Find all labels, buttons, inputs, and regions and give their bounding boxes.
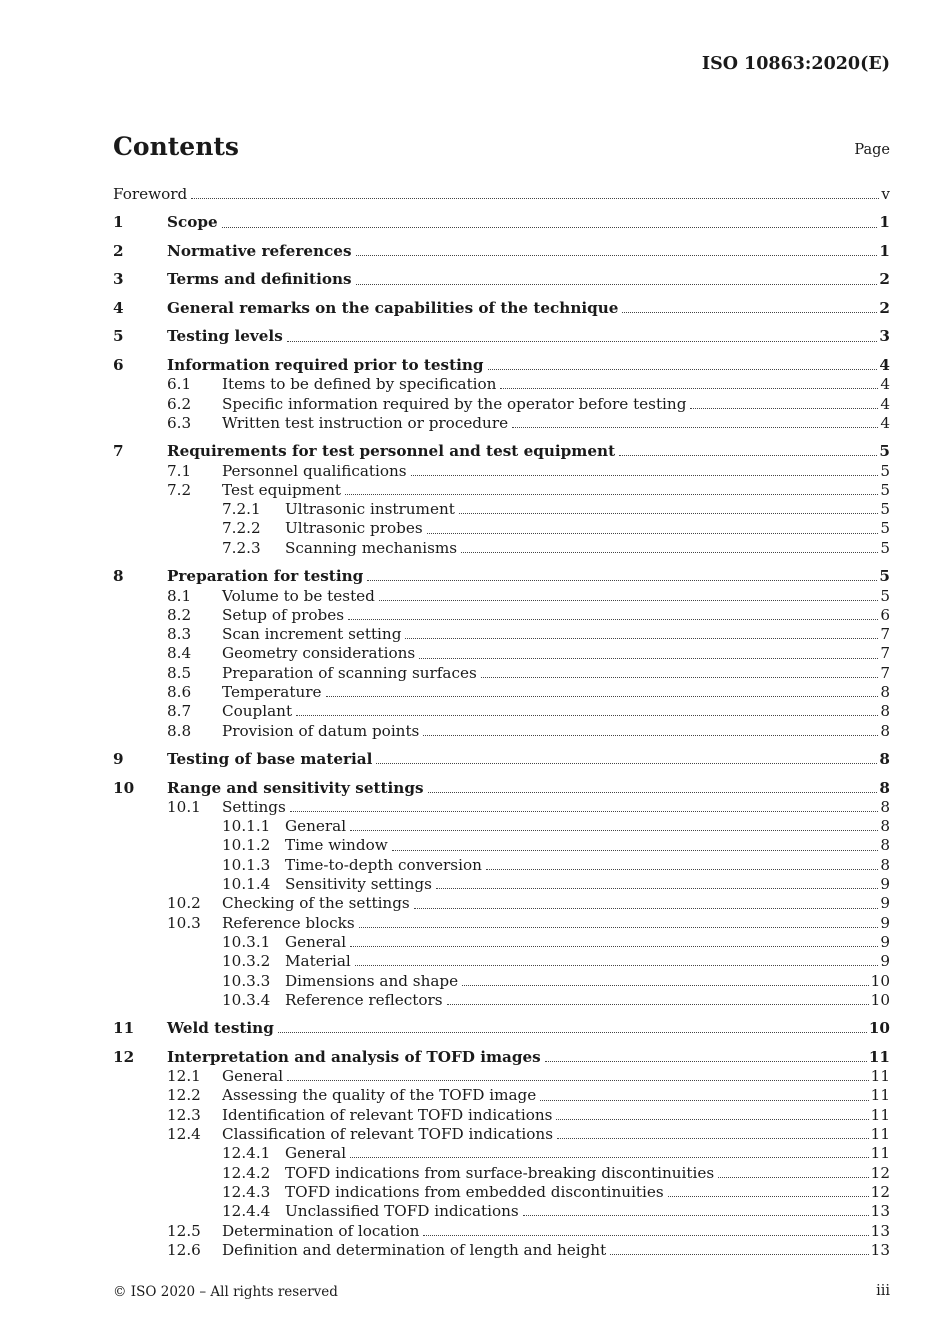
toc-entry-page: 4 (880, 413, 890, 432)
toc-entry-page: 9 (880, 952, 890, 971)
dot-leader (345, 494, 878, 495)
toc-entry-page: 11 (870, 1086, 890, 1105)
toc-entry-title: Assessing the quality of the TOFD image (222, 1086, 537, 1105)
toc-entry[interactable]: 7.2.3 Scanning mechanisms 5 (222, 538, 890, 557)
toc-entry-page: 7 (880, 644, 890, 663)
toc-entry-page: 11 (870, 1144, 890, 1163)
toc-entry-page: 9 (880, 875, 890, 894)
toc-entry[interactable]: 12.4.3 TOFD indications from embedded discontinuities 12 (222, 1182, 890, 1201)
toc-entry-page: 12 (870, 1182, 890, 1201)
dot-leader (222, 227, 878, 228)
toc-entry-page: 11 (870, 1125, 890, 1144)
table-of-contents (113, 185, 890, 1260)
toc-entry-title: Written test instruction or procedure (222, 413, 509, 432)
toc-entry-title: Unclassified TOFD indications (285, 1202, 519, 1221)
toc-entry-title: Preparation for testing (167, 567, 364, 586)
dot-leader (367, 580, 877, 581)
toc-entry[interactable]: 8.3 Scan increment setting 7 (167, 625, 890, 644)
dot-leader (356, 255, 878, 256)
toc-entry-title: General (222, 1067, 284, 1086)
toc-entry[interactable] (113, 185, 890, 204)
toc-entry-title: Weld testing (167, 1019, 274, 1038)
toc-entry[interactable]: 12.3 Identification of relevant TOFD indications 11 (167, 1105, 890, 1124)
dot-leader (423, 735, 878, 736)
toc-entry-title: Couplant (222, 702, 293, 721)
toc-entry-page: 13 (870, 1202, 890, 1221)
toc-entry[interactable]: 11 Weld testing 10 (113, 1019, 890, 1038)
toc-entry-title: Specific information required by the operator before testing (222, 394, 687, 413)
toc-entry-title: Scan increment setting (222, 625, 402, 644)
toc-entry[interactable]: 10.2 Checking of the settings 9 (167, 894, 890, 913)
toc-entry[interactable]: 12.4.4 Unclassified TOFD indications 13 (222, 1202, 890, 1221)
toc-entry-title: Classification of relevant TOFD indications (222, 1125, 553, 1144)
dot-leader (545, 1061, 867, 1062)
toc-entry-title: TOFD indications from embedded discontinuities (285, 1182, 664, 1201)
toc-entry-page: 5 (880, 480, 890, 499)
toc-entry-page: 9 (880, 894, 890, 913)
dot-leader (287, 1080, 869, 1081)
toc-entry-title: Time-to-depth conversion (285, 855, 482, 874)
toc-entry-page: 5 (880, 519, 890, 538)
toc-entry-title: Time window (285, 836, 388, 855)
dot-leader (350, 830, 878, 831)
dot-leader (296, 715, 878, 716)
toc-entry[interactable]: 8.4 Geometry considerations 7 (167, 644, 890, 663)
page-column-label: Page (854, 142, 890, 158)
toc-entry-title: Personnel qualifications (222, 461, 407, 480)
toc-entry[interactable]: 10.1.2 Time window 8 (222, 836, 890, 855)
page-number: iii (876, 1283, 890, 1299)
toc-entry[interactable]: 8.8 Provision of datum points 8 (167, 721, 890, 740)
dot-leader (350, 946, 878, 947)
dot-leader (523, 1215, 869, 1216)
toc-entry[interactable]: 3 Terms and definitions 2 (113, 270, 890, 289)
toc-entry[interactable]: 7.2.2 Ultrasonic probes 5 (222, 519, 890, 538)
toc-entry[interactable]: 10.1 Settings 8 (167, 797, 890, 816)
dot-leader (278, 1032, 867, 1033)
toc-entry[interactable]: 1 Scope 1 (113, 213, 890, 232)
toc-entry-title: Scope (167, 213, 218, 232)
toc-entry-title: Identification of relevant TOFD indications (222, 1105, 553, 1124)
dot-leader (718, 1177, 869, 1178)
toc-entry-page: 5 (880, 500, 890, 519)
toc-entry-page: 7 (880, 663, 890, 682)
toc-entry-page: 9 (880, 913, 890, 932)
toc-entry-title: Information required prior to testing (167, 355, 484, 374)
toc-entry-page: v (881, 185, 890, 203)
toc-entry[interactable]: 8.1 Volume to be tested 5 (167, 586, 890, 605)
toc-entry-title: Sensitivity settings (285, 875, 432, 894)
dot-leader (500, 388, 878, 389)
document-id: ISO 10863:2020(E) (701, 54, 890, 74)
dot-leader (462, 985, 869, 986)
toc-entry-page: 8 (880, 836, 890, 855)
toc-entry[interactable]: 7.1 Personnel qualifications 5 (167, 461, 890, 480)
toc-entry-page: 13 (870, 1240, 890, 1259)
toc-entry-title: Material (285, 952, 351, 971)
toc-entry-title: Range and sensitivity settings (167, 778, 424, 797)
dot-leader (355, 965, 879, 966)
toc-entry-page: 5 (880, 461, 890, 480)
toc-entry-page: 11 (868, 1047, 890, 1066)
toc-entry-page: 9 (880, 932, 890, 951)
toc-entry[interactable]: 10.3 Reference blocks 9 (167, 913, 890, 932)
dot-leader (459, 513, 878, 514)
toc-entry[interactable]: 2 Normative references 1 (113, 241, 890, 260)
toc-entry-page: 5 (879, 442, 890, 461)
toc-entry-title: Ultrasonic instrument (285, 500, 455, 519)
toc-entry-page: 1 (879, 241, 890, 260)
toc-entry-page: 8 (880, 683, 890, 702)
dot-leader (610, 1254, 868, 1255)
toc-entry[interactable]: 8.2 Setup of probes 6 (167, 605, 890, 624)
toc-entry-title: Normative references (167, 241, 352, 260)
dot-leader (423, 1235, 868, 1236)
toc-entry[interactable]: 10 Range and sensitivity settings 8 (113, 778, 890, 797)
toc-entry[interactable]: 10.3.2 Material 9 (222, 952, 890, 971)
toc-entry-page: 7 (880, 625, 890, 644)
toc-entry-title: Testing levels (167, 327, 283, 346)
toc-entry-title: General (285, 1144, 347, 1163)
toc-entry[interactable]: 4 General remarks on the capabilities of the technique 2 (113, 298, 890, 317)
dot-leader (405, 638, 878, 639)
toc-entry-title: Volume to be tested (222, 586, 375, 605)
toc-entry[interactable]: 12.4.1 General 11 (222, 1144, 890, 1163)
dot-leader (486, 869, 878, 870)
toc-entry-title: Requirements for test personnel and test equipment (167, 442, 616, 461)
toc-entry-page: 1 (879, 213, 890, 232)
dot-leader (668, 1196, 869, 1197)
toc-entry-page: 12 (870, 1163, 890, 1182)
toc-entry-title: Preparation of scanning surfaces (222, 663, 477, 682)
toc-entry[interactable]: 10.3.4 Reference reflectors 10 (222, 990, 890, 1009)
toc-entry[interactable]: 6.1 Items to be defined by specification 4 (167, 375, 890, 394)
dot-leader (414, 908, 879, 909)
toc-entry-title: Test equipment (222, 480, 342, 499)
dot-leader (427, 533, 879, 534)
dot-leader (619, 455, 877, 456)
dot-leader (419, 658, 878, 659)
contents-heading: Contents (113, 132, 240, 161)
toc-entry-title: Interpretation and analysis of TOFD images (167, 1047, 541, 1066)
dot-leader (359, 927, 879, 928)
toc-entry[interactable]: 6.3 Written test instruction or procedure 4 (167, 413, 890, 432)
toc-entry-page: 4 (880, 394, 890, 413)
toc-entry[interactable]: 8.5 Preparation of scanning surfaces 7 (167, 663, 890, 682)
dot-leader (290, 811, 879, 812)
toc-entry-title: Foreword (113, 185, 188, 203)
toc-entry-title: Provision of datum points (222, 721, 420, 740)
dot-leader (461, 552, 878, 553)
toc-entry-title: Dimensions and shape (285, 971, 459, 990)
dot-leader (622, 312, 877, 313)
dot-leader (512, 427, 878, 428)
toc-entry-title: Determination of location (222, 1221, 420, 1240)
toc-entry-page: 8 (879, 778, 890, 797)
dot-leader (326, 696, 879, 697)
toc-entry[interactable]: 12.5 Determination of location 13 (167, 1221, 890, 1240)
toc-entry[interactable]: 7.2.1 Ultrasonic instrument 5 (222, 500, 890, 519)
toc-entry-title: Temperature (222, 683, 322, 702)
toc-entry[interactable]: 10.1.4 Sensitivity settings 9 (222, 875, 890, 894)
toc-entry-page: 8 (880, 817, 890, 836)
dot-leader (350, 1157, 869, 1158)
toc-entry[interactable]: 10.1.1 General 8 (222, 817, 890, 836)
dot-leader (379, 600, 878, 601)
toc-entry[interactable]: 12 Interpretation and analysis of TOFD images 11 (113, 1047, 890, 1066)
toc-entry-title: General remarks on the capabilities of the technique (167, 298, 619, 317)
toc-entry-page: 8 (880, 797, 890, 816)
toc-entry-page: 4 (880, 375, 890, 394)
toc-entry[interactable]: 6.2 Specific information required by the operator before testing 4 (167, 394, 890, 413)
dot-leader (348, 619, 878, 620)
toc-entry-title: TOFD indications from surface-breaking discontinuities (285, 1163, 715, 1182)
toc-entry-page: 11 (870, 1067, 890, 1086)
dot-leader (690, 408, 878, 409)
dot-leader (376, 763, 877, 764)
dot-leader (356, 284, 878, 285)
toc-entry[interactable]: 10.3.3 Dimensions and shape 10 (222, 971, 890, 990)
toc-entry-page: 5 (880, 538, 890, 557)
dot-leader (556, 1119, 868, 1120)
toc-entry-page: 2 (879, 298, 890, 317)
toc-entry-page: 3 (879, 327, 890, 346)
toc-entry-page: 10 (868, 1019, 890, 1038)
toc-entry-page: 8 (880, 721, 890, 740)
toc-entry-page: 2 (879, 270, 890, 289)
dot-leader (436, 888, 878, 889)
toc-entry-title: Scanning mechanisms (285, 538, 458, 557)
toc-entry[interactable]: 12.2 Assessing the quality of the TOFD image 11 (167, 1086, 890, 1105)
toc-entry[interactable]: 8 Preparation for testing 5 (113, 567, 890, 586)
toc-entry[interactable]: 12.6 Definition and determination of length and height 13 (167, 1240, 890, 1259)
toc-entry-title: Setup of probes (222, 605, 345, 624)
toc-entry-title: Checking of the settings (222, 894, 410, 913)
dot-leader (447, 1004, 869, 1005)
toc-entry-title: Reference blocks (222, 913, 355, 932)
toc-entry-title: Definition and determination of length and height (222, 1240, 607, 1259)
toc-entry-page: 10 (870, 971, 890, 990)
toc-entry-page: 8 (880, 702, 890, 721)
dot-leader (287, 341, 878, 342)
toc-entry-page: 13 (870, 1221, 890, 1240)
toc-entry-page: 8 (880, 855, 890, 874)
dot-leader (481, 677, 879, 678)
dot-leader (392, 850, 879, 851)
toc-entry-page: 11 (870, 1105, 890, 1124)
toc-entry-page: 8 (879, 750, 890, 769)
toc-entry-page: 5 (880, 586, 890, 605)
toc-entry[interactable]: 12.1 General 11 (167, 1067, 890, 1086)
toc-entry[interactable]: 7 Requirements for test personnel and test equipment 5 (113, 442, 890, 461)
toc-entry[interactable]: 5 Testing levels 3 (113, 327, 890, 346)
toc-entry[interactable]: 12.4.2 TOFD indications from surface-breaking discontinuities 12 (222, 1163, 890, 1182)
dot-leader (557, 1138, 869, 1139)
dot-leader (411, 475, 879, 476)
dot-leader (191, 198, 879, 199)
toc-entry-title: Settings (222, 797, 286, 816)
toc-entry-title: Testing of base material (167, 750, 373, 769)
toc-entry-title: Geometry considerations (222, 644, 416, 663)
dot-leader (540, 1100, 868, 1101)
dot-leader (428, 792, 878, 793)
toc-entry-page: 5 (879, 567, 890, 586)
toc-entry[interactable]: 7.2 Test equipment 5 (167, 480, 890, 499)
toc-entry-title: Reference reflectors (285, 990, 443, 1009)
copyright-notice: © ISO 2020 – All rights reserved (113, 1284, 338, 1300)
toc-entry-page: 10 (870, 990, 890, 1009)
toc-entry-title: Ultrasonic probes (285, 519, 423, 538)
toc-entry-title: General (285, 932, 347, 951)
toc-entry[interactable]: 9 Testing of base material 8 (113, 750, 890, 769)
toc-entry[interactable]: 8.6 Temperature 8 (167, 683, 890, 702)
toc-entry[interactable]: 8.7 Couplant 8 (167, 702, 890, 721)
toc-entry-page: 6 (880, 605, 890, 624)
toc-entry[interactable]: 10.3.1 General 9 (222, 932, 890, 951)
dot-leader (488, 369, 878, 370)
toc-entry-title: General (285, 817, 347, 836)
toc-entry-title: Items to be defined by specification (222, 375, 497, 394)
toc-entry-title: Terms and definitions (167, 270, 352, 289)
toc-entry-page: 4 (879, 355, 890, 374)
toc-entry[interactable]: 12.4 Classification of relevant TOFD indications 11 (167, 1125, 890, 1144)
toc-entry[interactable]: 10.1.3 Time-to-depth conversion 8 (222, 855, 890, 874)
toc-entry[interactable]: 6 Information required prior to testing 4 (113, 355, 890, 374)
